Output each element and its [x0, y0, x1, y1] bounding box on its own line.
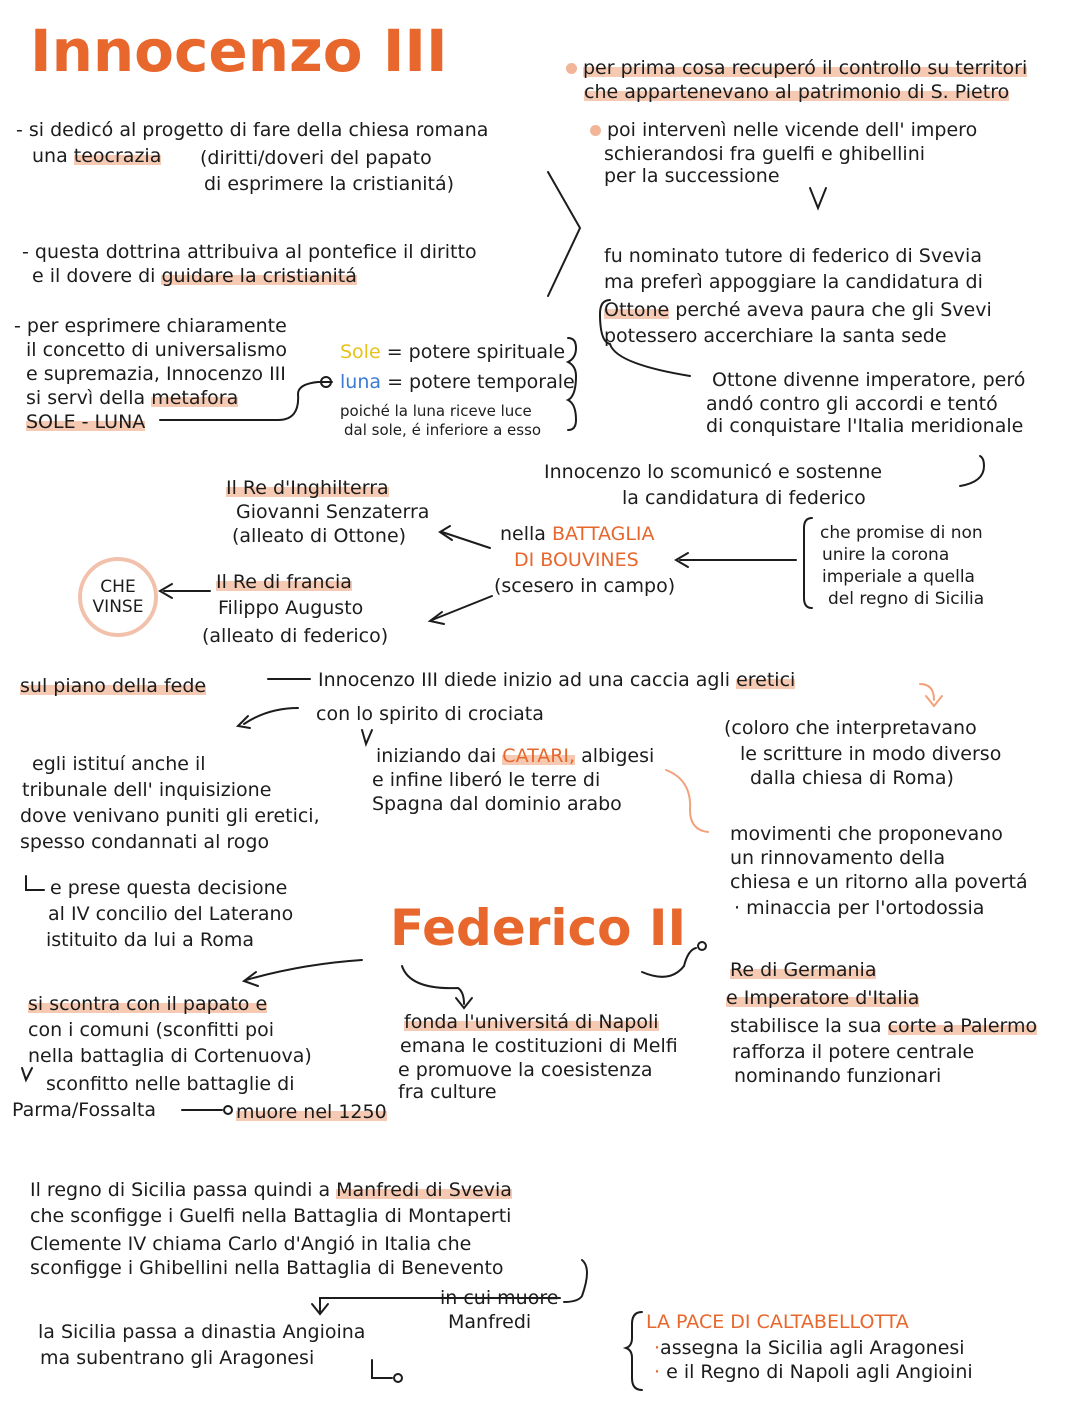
movimenti-line1: movimenti che proponevano: [730, 823, 1003, 845]
ottone-highlight: Ottone: [604, 299, 670, 321]
sole-word: Sole: [340, 341, 381, 363]
dottrina-line1: - questa dottrina attribuiva al pontefice il diritto: [22, 241, 477, 263]
coloro-line3: dalla chiesa di Roma): [750, 767, 954, 789]
in-cui-line2: Manfredi: [448, 1311, 532, 1333]
recupero-line1: per prima cosa recuperó il controllo su territori: [566, 56, 1027, 81]
metafora-highlight: metafora: [151, 387, 239, 409]
scontra-line1: si scontra con il papato e: [28, 993, 268, 1015]
section-title-federico: Federico II: [390, 899, 687, 957]
sole-line: Sole = potere spirituale: [340, 341, 566, 363]
concilio-line3: istituito da lui a Roma: [46, 929, 254, 951]
regno-bracket: [564, 1260, 587, 1302]
sconfitto-line2: Parma/Fossalta: [12, 1099, 156, 1121]
arrow-to-francia: [432, 596, 492, 620]
movimenti-line3: chiesa e un ritorno alla povertá: [730, 871, 1028, 893]
tribunale-line2: tribunale dell' inquisizione: [22, 779, 272, 801]
battaglia-word: BATTAGLIA: [551, 523, 655, 545]
fede-label: sul piano della fede: [20, 675, 207, 697]
tutore-line1: fu nominato tutore di federico di Svevia: [604, 245, 982, 267]
promessa-bracket: [804, 518, 812, 608]
vicende-line3: per la successione: [604, 165, 780, 187]
pace-title: LA PACE DI CALTABELLOTTA: [646, 1311, 909, 1333]
angioina-line2: ma subentrano gli Aragonesi: [40, 1347, 315, 1369]
arrow-scontra: [246, 960, 362, 980]
teocrazia-paren1: (diritti/doveri del papato: [200, 147, 432, 169]
tribunale-line3: dove venivano puniti gli eretici,: [20, 805, 320, 827]
sole-luna-label: SOLE - LUNA: [26, 411, 146, 433]
regno-line4: sconfigge i Ghibellini nella Battaglia di Benevento: [30, 1257, 504, 1279]
guidare-highlight: guidare la cristianitá: [161, 265, 357, 287]
teocrazia-line2: una teocrazia: [32, 145, 162, 167]
vicende-line1: poi intervenì nelle vicende dell' impero: [590, 118, 977, 143]
scesero-line: (scesero in campo): [494, 575, 676, 597]
battaglia-line1: nella BATTAGLIA: [500, 523, 655, 545]
catari-arrow: [666, 770, 708, 832]
francia-line2: Filippo Augusto: [218, 597, 364, 619]
in-cui-line1: in cui muore: [440, 1287, 559, 1309]
regno-line3: Clemente IV chiama Carlo d'Angió in Italia che: [30, 1233, 472, 1255]
corte-highlight: corte a Palermo: [887, 1015, 1038, 1037]
tribunale-line4: spesso condannati al rogo: [20, 831, 270, 853]
arrow-to-inghilterra: [442, 532, 490, 548]
catari-word: CATARI,: [502, 745, 576, 767]
inghilterra-line3: (alleato di Ottone): [232, 525, 407, 547]
promessa-line4: del regno di Sicilia: [828, 589, 985, 609]
metafora-line2: il concetto di universalismo: [26, 339, 288, 361]
promuove-line1: e promuove la coesistenza: [398, 1059, 653, 1081]
curl-tribunale: [244, 708, 298, 724]
ottone-line1: Ottone divenne imperatore, peró: [712, 369, 1026, 391]
crociata-line: con lo spirito di crociata: [316, 703, 544, 725]
recupero-line2: che appartenevano al patrimonio di S. Pietro: [584, 81, 1010, 103]
arrow-fonda: [402, 966, 464, 1004]
manfredi-highlight: Manfredi di Svevia: [336, 1179, 512, 1201]
teocrazia-paren2: di esprimere la cristianitá): [204, 173, 455, 195]
corte-line: stabilisce la sua corte a Palermo: [730, 1015, 1038, 1037]
francia-line3: (alleato di federico): [202, 625, 389, 647]
sconfitto-line1: sconfitto nelle battaglie di: [46, 1073, 295, 1095]
promuove-line2: fra culture: [398, 1081, 497, 1103]
scomunica-curl: [960, 456, 984, 486]
coloro-line1: (coloro che interpretavano: [724, 717, 977, 739]
tribunale-line1: egli istituí anche il: [32, 753, 206, 775]
poiche-line2: dal sole, é inferiore a esso: [344, 421, 542, 439]
inghilterra-line2: Giovanni Senzaterra: [236, 501, 430, 523]
promessa-line3: imperiale a quella: [822, 567, 975, 587]
vicende-line2: schierandosi fra guelfi e ghibellini: [604, 143, 926, 165]
regno-line1: Il regno di Sicilia passa quindi a Manfredi di Svevia: [30, 1179, 512, 1201]
down-arrow-v1: [810, 188, 826, 208]
emana-line: emana le costituzioni di Melfi: [400, 1035, 678, 1057]
teocrazia-highlight: teocrazia: [73, 145, 162, 167]
scomunica-line1: Innocenzo lo scomunicó e sostenne: [544, 461, 883, 483]
metafora-line4: si servì della metafora: [26, 387, 239, 409]
dottrina-line2: e il dovere di guidare la cristianitá: [32, 265, 357, 287]
inghilterra-line1: Il Re d'Inghilterra: [226, 477, 389, 499]
poiche-line1: poiché la luna riceve luce: [340, 402, 532, 420]
scontra-line3: nella battaglia di Cortenuova): [28, 1045, 312, 1067]
movimenti-line2: un rinnovamento della: [730, 847, 946, 869]
luna-word: luna: [340, 371, 382, 393]
nominando-line: nominando funzionari: [734, 1065, 942, 1087]
teocrazia-line1: - si dedicó al progetto di fare della chiesa romana: [16, 119, 489, 141]
pace-brace: [626, 1312, 642, 1390]
catari-line3: Spagna dal dominio arabo: [372, 793, 622, 815]
metafora-line3: e supremazia, Innocenzo III: [26, 363, 286, 385]
ottone-line3: di conquistare l'Italia meridionale: [706, 415, 1024, 437]
tutore-line2: ma preferì appoggiare la candidatura di: [604, 271, 983, 293]
concilio-line1: e prese questa decisione: [50, 877, 288, 899]
eretici-highlight: eretici: [736, 669, 796, 691]
coloro-line2: le scritture in modo diverso: [740, 743, 1002, 765]
metafora-line1: - per esprimere chiaramente: [14, 315, 287, 337]
luna-line: luna = potere temporale: [340, 371, 575, 393]
scontra-line2: con i comuni (sconfitti poi: [28, 1019, 275, 1041]
scomunica-line2: la candidatura di federico: [622, 487, 866, 509]
page-title: Innocenzo III: [30, 17, 448, 85]
promessa-line1: che promise di non: [820, 523, 983, 543]
tutore-line3: Ottone perché aveva paura che gli Svevi: [604, 299, 992, 321]
re-line2: e Imperatore d'Italia: [726, 987, 920, 1009]
tutore-line4: potessero accerchiare la santa sede: [604, 325, 947, 347]
battaglia-line2: DI BOUVINES: [514, 549, 639, 571]
catari-line1: iniziando dai CATARI, albigesi: [376, 745, 655, 767]
muore-line: muore nel 1250: [236, 1101, 387, 1123]
ottone-line2: andó contro gli accordi e tentó: [706, 393, 998, 415]
promessa-line2: unire la corona: [822, 545, 950, 565]
caccia-line: Innocenzo III diede inizio ad una caccia agli eretici: [318, 669, 796, 691]
movimenti-line4: · minaccia per l'ortodossia: [734, 897, 985, 919]
re-line1: Re di Germania: [730, 959, 877, 981]
pace-line1: ·assegna la Sicilia agli Aragonesi: [654, 1337, 965, 1359]
regno-line2: che sconfigge i Guelfi nella Battaglia di Montaperti: [30, 1205, 512, 1227]
pace-line2: · e il Regno di Napoli agli Angioini: [654, 1361, 973, 1383]
francia-line1: Il Re di francia: [216, 571, 352, 593]
fonda-line: fonda l'universitá di Napoli: [404, 1011, 659, 1033]
concilio-line2: al IV concilio del Laterano: [48, 903, 294, 925]
catari-line2: e infine liberó le terre di: [372, 769, 601, 791]
rafforza-line: rafforza il potere centrale: [732, 1041, 975, 1063]
bracket-chevron: [548, 172, 580, 296]
che-vinse-circle: CHE VINSE: [78, 557, 158, 637]
angioina-line1: la Sicilia passa a dinastia Angioina: [38, 1321, 366, 1343]
